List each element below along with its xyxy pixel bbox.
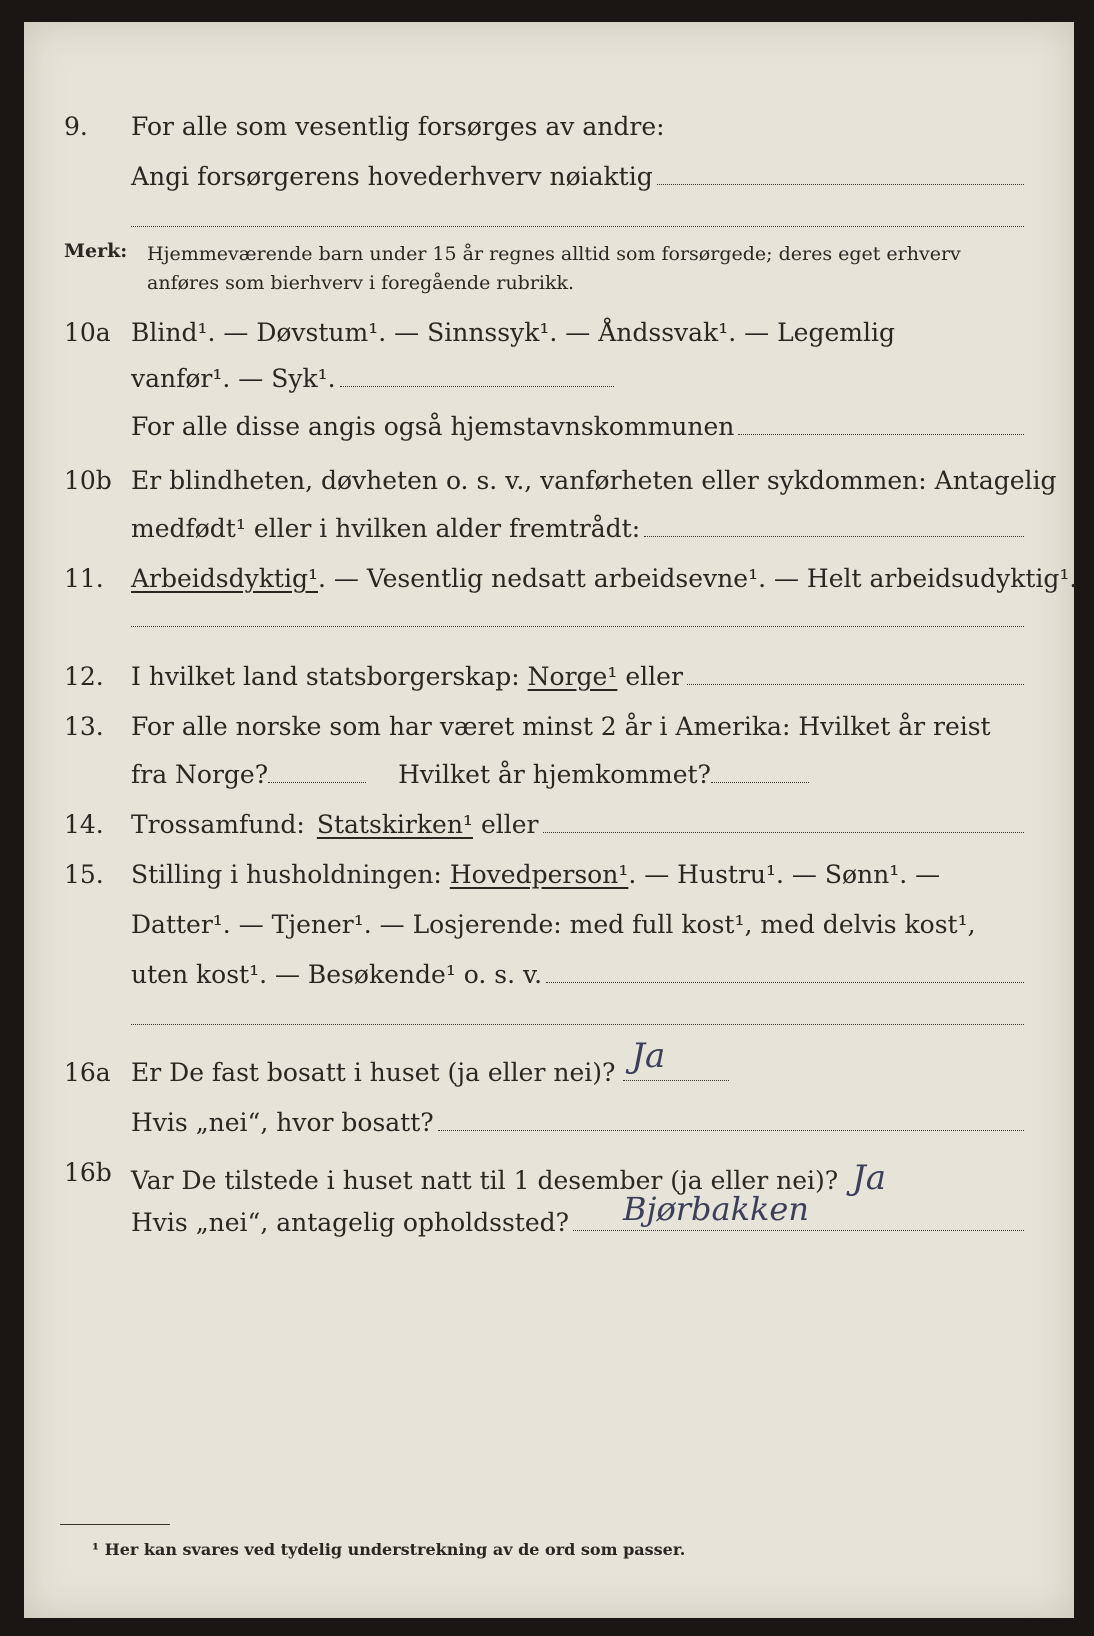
q10a-text-2: vanfør¹. — Syk¹. bbox=[131, 364, 336, 393]
q16b-text-2: Hvis „nei“, antagelig opholdssted? bbox=[131, 1208, 570, 1237]
q10a-row bbox=[24, 312, 1074, 352]
q9-answer-line[interactable] bbox=[657, 162, 1024, 185]
footnote: ¹ Her kan svares ved tydelig understrekning av de ord som passer. bbox=[92, 1540, 686, 1559]
q13-row bbox=[24, 706, 1074, 746]
q16a-location-line[interactable] bbox=[438, 1108, 1024, 1131]
q11-text: . — Vesentlig nedsatt arbeidsevne¹. — Helt arbeidsudyktig¹. bbox=[317, 564, 1078, 593]
q9-number: 9. bbox=[64, 112, 88, 141]
q12-number: 12. bbox=[64, 662, 104, 691]
q13-return-line[interactable] bbox=[711, 760, 809, 783]
q9-text-2: Angi forsørgerens hovederhverv nøiaktig bbox=[131, 162, 653, 191]
q15-text-2: Datter¹. — Tjener¹. — Losjerende: med full kost¹, med delvis kost¹, bbox=[131, 910, 976, 939]
q10b-row-2 bbox=[24, 508, 1074, 548]
q16b-row-2 bbox=[24, 1190, 1074, 1242]
q10b-number: 10b bbox=[64, 466, 112, 495]
q14-answer-line[interactable] bbox=[543, 810, 1025, 833]
q14-option-statskirken[interactable]: Statskirken¹ bbox=[316, 810, 473, 839]
q13-text: For alle norske som har været minst 2 år i Amerika: Hvilket år reist bbox=[131, 712, 991, 741]
q10b-text: Er blindheten, døvheten o. s. v., vanførheten eller sykdommen: Antagelig bbox=[131, 466, 1057, 495]
q13-text-2b: Hvilket år hjemkommet? bbox=[398, 760, 711, 789]
q15-answer-line[interactable] bbox=[546, 960, 1024, 983]
q16a-text: Er De fast bosatt i huset (ja eller nei)? bbox=[131, 1058, 616, 1087]
q12-option-norge[interactable]: Norge¹ bbox=[527, 662, 618, 691]
q10b-row bbox=[24, 460, 1074, 500]
q11-number: 11. bbox=[64, 564, 104, 593]
q16a-text-2: Hvis „nei“, hvor bosatt? bbox=[131, 1108, 434, 1137]
q12-answer-line[interactable] bbox=[687, 662, 1024, 685]
q10a-row-3 bbox=[24, 406, 1074, 446]
q14-number: 14. bbox=[64, 810, 104, 839]
q16a-number: 16a bbox=[64, 1058, 111, 1087]
q13-departure-line[interactable] bbox=[268, 760, 366, 783]
q9-row-2 bbox=[24, 156, 1074, 196]
q16a-row bbox=[24, 1036, 1074, 1092]
q16b-handwritten-whereabouts: Bjørbakken bbox=[623, 1190, 809, 1228]
q13-number: 13. bbox=[64, 712, 104, 741]
q10a-text-3: For alle disse angis også hjemstavnskommunen bbox=[131, 412, 735, 441]
q16b-row bbox=[24, 1152, 1074, 1198]
q15-text-b: . — Hustru¹. — Sønn¹. — bbox=[628, 860, 941, 889]
q9-text: For alle som vesentlig forsørges av andre: bbox=[131, 112, 665, 141]
q16a-answer-field[interactable] bbox=[623, 1036, 729, 1081]
q16b-number: 16b bbox=[64, 1158, 112, 1187]
q14-row bbox=[24, 804, 1074, 844]
q10a-row-2 bbox=[24, 358, 1074, 398]
q10b-answer-line[interactable] bbox=[644, 514, 1024, 537]
form-page bbox=[24, 22, 1078, 1618]
footnote-rule bbox=[60, 1524, 170, 1525]
q10a-number: 10a bbox=[64, 318, 111, 347]
q15-row-3 bbox=[24, 954, 1074, 994]
q10b-text-2: medfødt¹ eller i hvilken alder fremtrådt: bbox=[131, 514, 641, 543]
q10a-hometown-line[interactable] bbox=[738, 412, 1024, 435]
q14-or: eller bbox=[480, 810, 539, 839]
q16b-handwritten-answer: Ja bbox=[852, 1158, 887, 1198]
q10a-answer-line[interactable] bbox=[340, 364, 614, 387]
q13-text-2a: fra Norge? bbox=[131, 760, 269, 789]
q13-row-2 bbox=[24, 754, 1074, 794]
q12-row bbox=[24, 656, 1074, 696]
q15-number: 15. bbox=[64, 860, 104, 889]
q16a-handwritten-answer: Ja bbox=[631, 1036, 666, 1076]
q12-or: eller bbox=[625, 662, 683, 691]
q15-text-a: Stilling i husholdningen: bbox=[131, 860, 450, 889]
q11-option-able[interactable]: Arbeidsdyktig¹ bbox=[131, 564, 318, 593]
q16b-text: Var De tilstede i huset natt til 1 desember (ja eller nei)? bbox=[131, 1166, 839, 1195]
q14-text: Trossamfund: bbox=[131, 810, 305, 839]
q10a-text: Blind¹. — Døvstum¹. — Sinnssyk¹. — Åndssvak¹. — Legemlig bbox=[131, 318, 895, 347]
q9-extra-line[interactable] bbox=[131, 226, 1024, 227]
q11-extra-line[interactable] bbox=[131, 626, 1024, 627]
q16a-row-2 bbox=[24, 1102, 1074, 1142]
q15-row bbox=[24, 854, 1074, 894]
q9-row bbox=[24, 106, 1074, 146]
note-text-1: Hjemmeværende barn under 15 år regnes alltid som forsørgede; deres eget erhverv bbox=[147, 243, 961, 265]
note-label: Merk: bbox=[64, 240, 128, 262]
q15-text-3: uten kost¹. — Besøkende¹ o. s. v. bbox=[131, 960, 543, 989]
q15-row-2 bbox=[24, 904, 1074, 944]
q16b-whereabouts-field[interactable] bbox=[573, 1190, 1024, 1231]
q11-row bbox=[24, 558, 1078, 598]
q15-option-hovedperson[interactable]: Hovedperson¹ bbox=[449, 860, 629, 889]
note-text-2: anføres som bierhverv i foregående rubrikk. bbox=[147, 272, 575, 294]
q15-extra-line[interactable] bbox=[131, 1024, 1024, 1025]
q12-text: I hvilket land statsborgerskap: bbox=[131, 662, 520, 691]
